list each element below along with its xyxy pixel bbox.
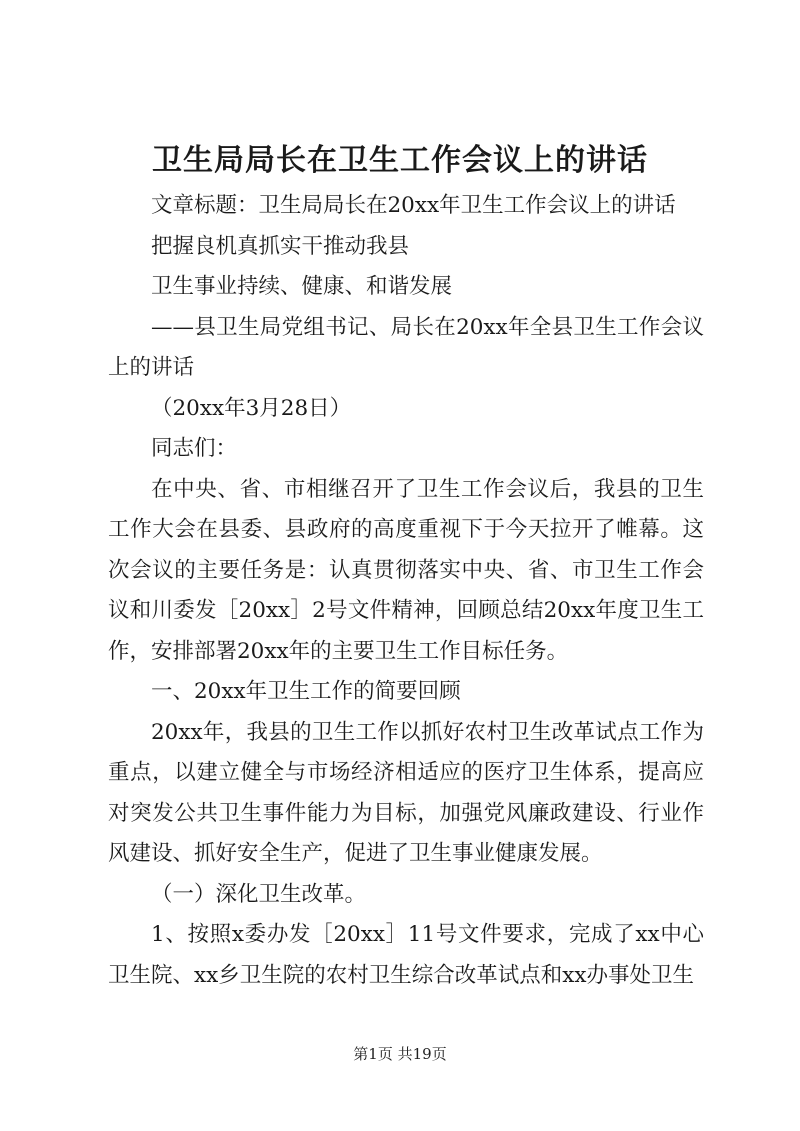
paragraph-item-1: 1、按照x委办发［20xx］11号文件要求，完成了xx中心卫生院、xx乡卫生院的农村卫生综合改革试点和xx办事处卫生 (108, 922, 704, 988)
salutation: 同志们： (151, 436, 238, 461)
date-line: （20xx年3月28日） (151, 395, 352, 421)
document-body (108, 186, 704, 996)
section-heading-1: 一、20xx年卫生工作的简要回顾 (151, 679, 461, 704)
document-title: 卫生局局长在卫生工作会议上的讲话 (152, 143, 648, 178)
paragraph-review: 20xx年，我县的卫生工作以抓好农村卫生改革试点工作为重点，以建立健全与市场经济相适应的医疗卫生体系，提高应对突发公共卫生事件能力为目标，加强党风廉政建设、行业作风建设、抓好安全生产，促进了卫生事业健康发展。 (108, 719, 704, 866)
paragraph-intro: 在中央、省、市相继召开了卫生工作会议后，我县的卫生工作大会在县委、县政府的高度重视下于今天拉开了帷幕。这次会议的主要任务是：认真贯彻落实中央、省、市卫生工作会议和川委发［20xx］2号文件精神，回顾总结20xx年度卫生工作，安排部署20xx年的主要卫生工作目标任务。 (108, 476, 704, 664)
subsection-heading-1: （一）深化卫生改革。 (151, 881, 367, 907)
page-footer: 第1页 共19页 (353, 1045, 447, 1063)
headline-line-1: 把握良机真抓实干推动我县 (151, 233, 410, 259)
speaker-line: ——县卫生局党组书记、局长在20xx年全县卫生工作会议上的讲话 (108, 314, 704, 380)
headline-line-2: 卫生事业持续、健康、和谐发展 (151, 274, 453, 299)
article-title-line: 文章标题：卫生局局长在20xx年卫生工作会议上的讲话 (151, 193, 676, 218)
